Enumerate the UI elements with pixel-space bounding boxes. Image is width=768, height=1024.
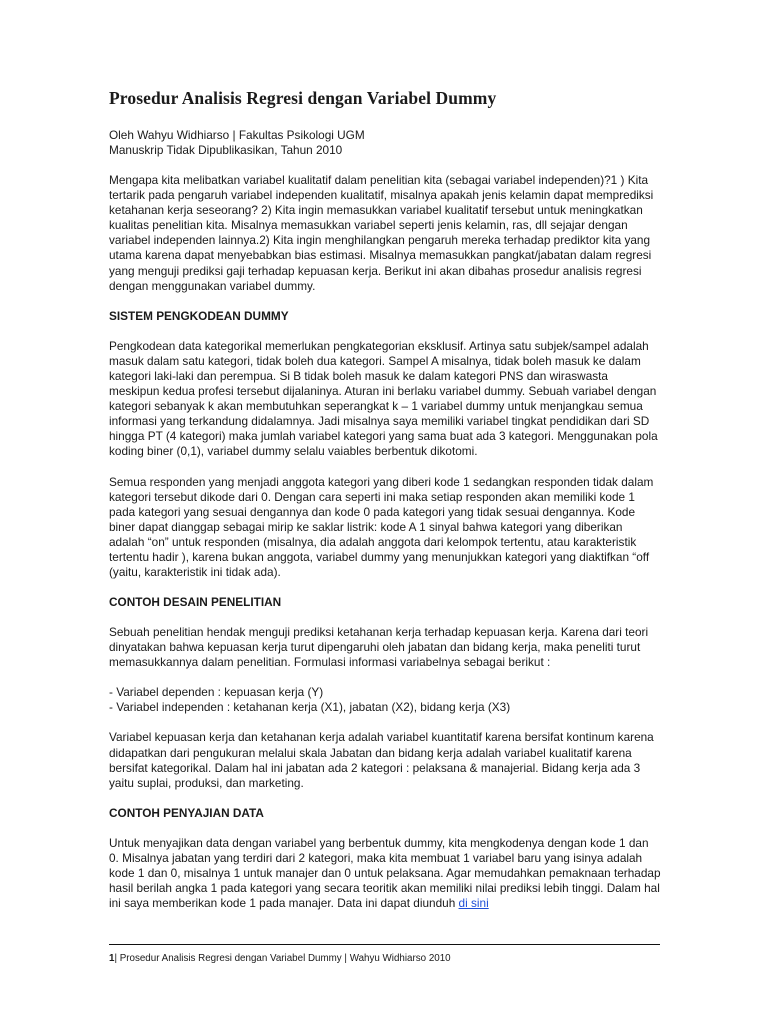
page-number: 1	[109, 953, 115, 964]
document-meta	[109, 128, 661, 158]
manuscript-line: Manuskrip Tidak Dipublikasikan, Tahun 2010	[109, 143, 343, 157]
footer-text: | Prosedur Analisis Regresi dengan Variabel Dummy | Wahyu Widhiarso 2010	[114, 953, 451, 964]
author-line: Oleh Wahyu Widhiarso | Fakultas Psikologi UGM	[109, 128, 365, 142]
penyajian-paragraph-text: Untuk menyajikan data dengan variabel yang berbentuk dummy, kita mengkodenya dengan kode 1 dan 0. Misalnya jabatan yang terdiri dari 2 kategori, maka kita membuat 1 variabel baru yang isinya adalah kode 1 dan 0, misalnya 1 untuk manajer dan 0 untuk pelaksana. Agar memudahkan pemaknaan terhadap hasil berilah angka 1 pada kategori yang secara teoritik akan memiliki nilai prediksi lebih tinggi. Dalam hal ini saya memberikan kode 1 pada manajer. Data ini dapat diunduh	[109, 835, 661, 911]
desain-paragraph-1: Sebuah penelitian hendak menguji prediksi ketahanan kerja terhadap kepuasan kerja. Karena dari teori dinyatakan bahwa kepuasan kerja turut dipengaruhi oleh jabatan dan bidang kerja, maka peneliti turut memasukkannya dalam penelitian. Formulasi informasi variabelnya sebagai berikut :	[109, 625, 649, 670]
section-heading-sistem: SISTEM PENGKODEAN DUMMY	[109, 308, 289, 323]
document-title: Prosedur Analisis Regresi dengan Variabel Dummy	[109, 88, 497, 108]
section-heading-desain: CONTOH DESAIN PENELITIAN	[109, 595, 282, 610]
desain-paragraph-2: Variabel kepuasan kerja dan ketahanan kerja adalah variabel kuantitatif karena bersifat kontinum karena didapatkan dari pengukuran melalui skala Jabatan dan bidang kerja adalah variabel kualitatif karena bersifat kategorikal. Dalam hal ini jabatan ada 2 kategori : pelaksana & manajerial. Bidang kerja ada 3 yaitu suplai, produksi, dan marketing.	[109, 730, 654, 790]
intro-paragraph: Mengapa kita melibatkan variabel kualitatif dalam penelitian kita (sebagai variabel independen)?1 ) Kita tertarik pada pengaruh variabel independen kualitatif, misalnya apakah jenis kelamin dapat memprediksi ketahanan kerja seseorang? 2) Kita ingin memasukkan variabel kualitatif tersebut untuk meningkatkan kualitas penelitian kita. Misalnya memasukkan variabel seperti jenis kelamin, ras, dll sejajar dengan variabel independen lainnya.2) Kita ingin menghilangkan pengaruh mereka terhadap prediktor kita yang utama karena dapat menyebabkan bias estimasi. Misalnya memasukkan pangkat/jabatan dalam regresi yang menguji prediksi gaji terhadap kepuasan kerja. Berikut ini akan dibahas prosedur analisis regresi dengan menggunakan variabel dummy.	[109, 173, 654, 293]
footer-divider	[109, 944, 660, 945]
variable-list	[109, 685, 661, 715]
penyajian-paragraph-1	[109, 836, 661, 911]
page-content	[109, 88, 661, 926]
page-footer	[109, 953, 451, 965]
list-item: - Variabel independen : ketahanan kerja (X1), jabatan (X2), bidang kerja (X3)	[109, 700, 511, 715]
list-item: - Variabel dependen : kepuasan kerja (Y)	[109, 685, 324, 700]
sistem-paragraph-1: Pengkodean data kategorikal memerlukan pengkategorian eksklusif. Artinya satu subjek/sampel adalah masuk dalam satu kategori, tidak boleh dua kategori. Sampel A misalnya, tidak boleh masuk ke dalam kategori laki-laki dan perempua. Si B tidak boleh masuk ke dalam kategori PNS dan wiraswasta meskipun kedua profesi tersebut dijalaninya. Aturan ini berlaku variabel dummy. Sebuah variabel dengan kategori sebanyak k akan membutuhkan seperangkat k – 1 variabel dummy untuk menjangkau semua informasi yang terkandung didalamnya. Jadi misalnya saya memiliki variabel tingkat pendidikan dari SD hingga PT (4 kategori) maka jumlah variabel kategori yang sama buat ada 3 kategori. Menggunakan pola koding biner (0,1), variabel dummy selalu vaiables berbentuk dikotomi.	[109, 338, 658, 459]
download-link[interactable]: di sini	[458, 896, 489, 911]
section-heading-penyajian: CONTOH PENYAJIAN DATA	[109, 805, 264, 820]
sistem-paragraph-2: Semua responden yang menjadi anggota kategori yang diberi kode 1 sedangkan responden tidak dalam kategori tersebut dikode dari 0. Dengan cara seperti ini maka setiap responden akan memiliki kode 1 pada kategori yang sesuai dengannya dan kode 0 pada kategori yang tidak sesuai dengannya. Kode biner dapat dianggap sebagai mirip ke saklar listrik: kode A 1 sinyal bahwa kategori yang diberikan adalah “on” untuk responden (misalnya, dia adalah anggota dari kelompok tertentu, atau karakteristik tertentu hadir ), karena bukan anggota, variabel dummy yang menunjukkan kategori yang diaktifkan “off (yaitu, karakteristik ini tidak ada).	[109, 474, 654, 580]
